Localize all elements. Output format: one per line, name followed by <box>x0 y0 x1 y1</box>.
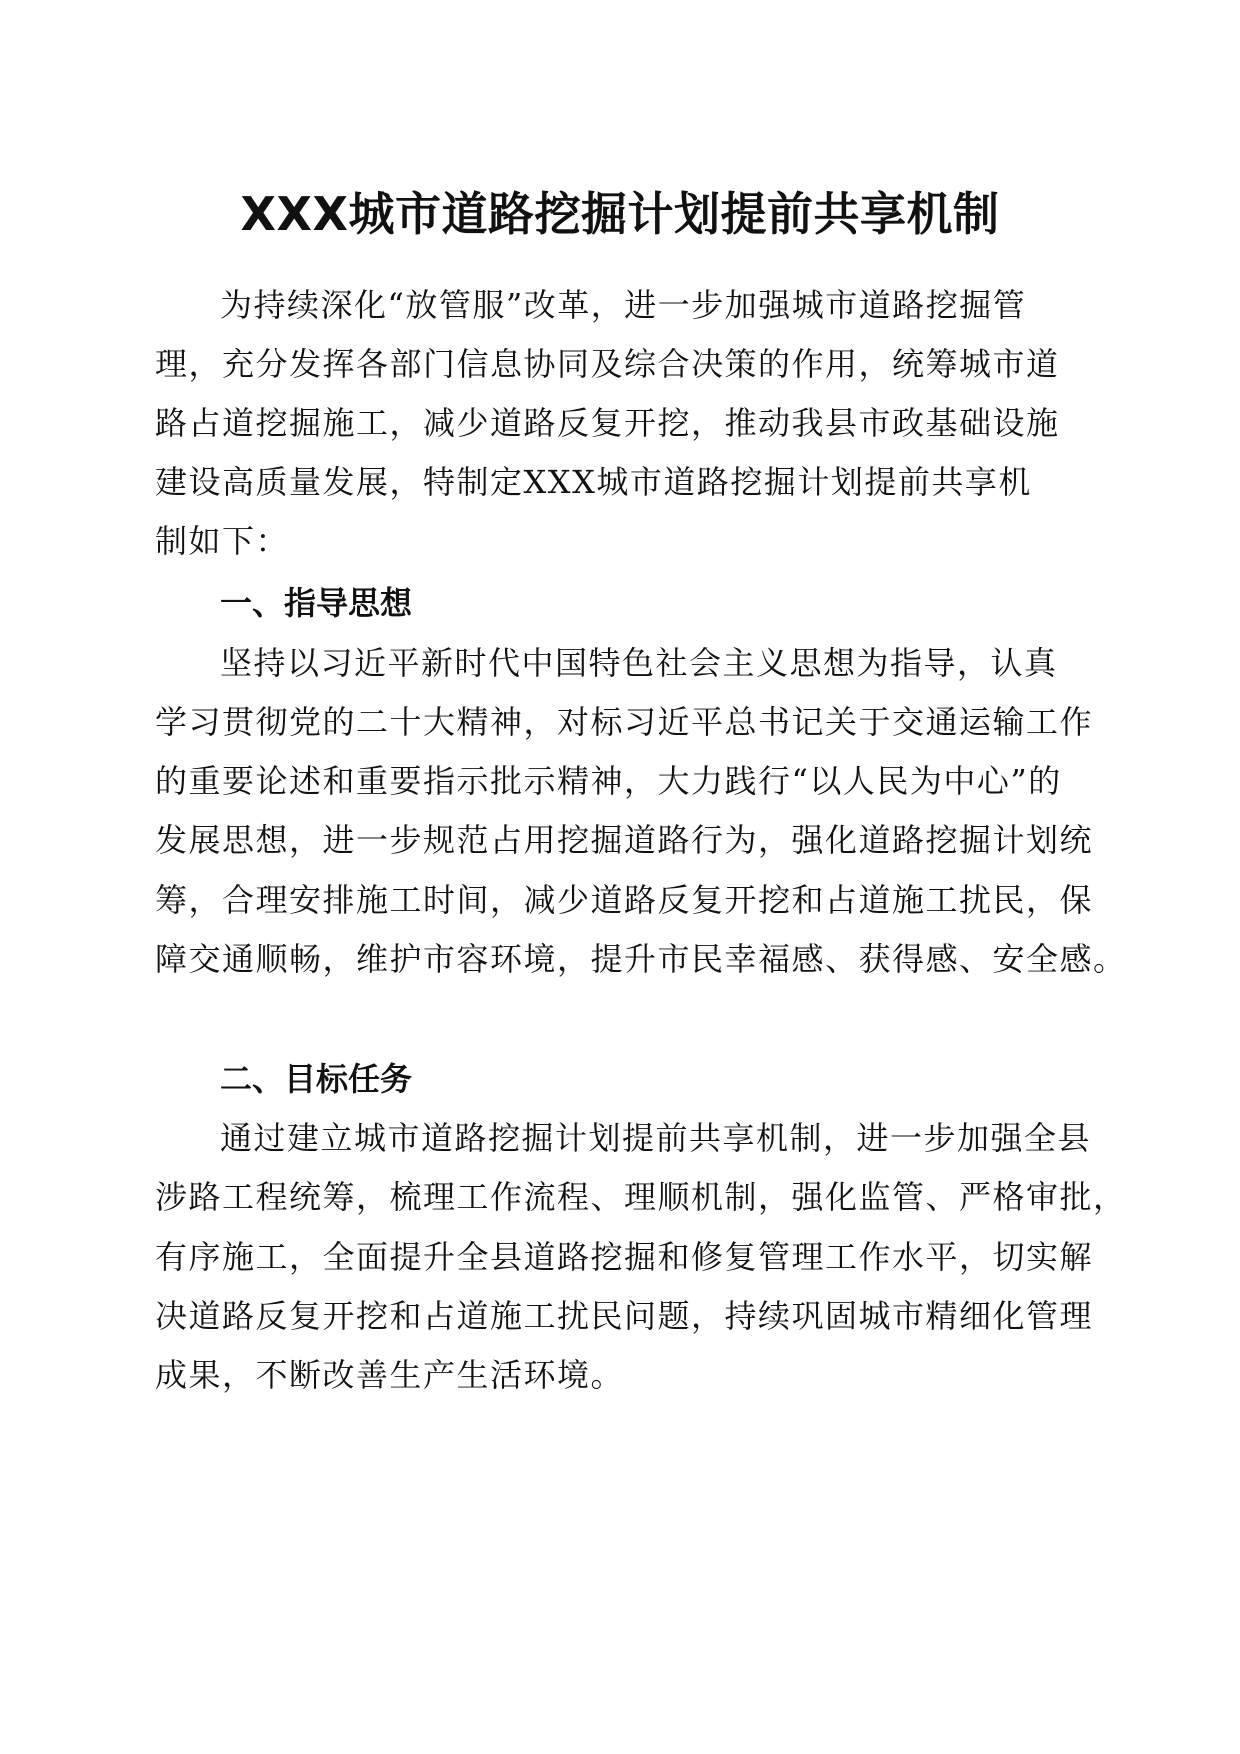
paragraph-line: 通过建立城市道路挖掘计划提前共享机制，进一步加强全县 <box>220 1119 1092 1157</box>
section-heading-goals-tasks: 二、目标任务 <box>220 1060 413 1098</box>
section-heading-guiding-ideology: 一、指导思想 <box>220 584 413 622</box>
paragraph-line: 为持续深化“放管服”改革，进一步加强城市道路挖掘管 <box>220 286 1027 324</box>
paragraph-line: 路占道挖掘施工，减少道路反复开挖，推动我县市政基础设施 <box>155 404 1060 442</box>
paragraph-line: 的重要论述和重要指示批示精神，大力践行“以人民为中心”的 <box>155 762 1062 800</box>
document-title: XXX城市道路挖掘计划提前共享机制 <box>240 187 1000 241</box>
paragraph-line: 理，充分发挥各部门信息协同及综合决策的作用，统筹城市道 <box>155 345 1060 383</box>
paragraph-line: 建设高质量发展，特制定XXX城市道路挖掘计划提前共享机 <box>155 463 1032 501</box>
paragraph-line: 有序施工，全面提升全县道路挖掘和修复管理工作水平，切实解 <box>155 1238 1094 1276</box>
paragraph-line: 发展思想，进一步规范占用挖掘道路行为，强化道路挖掘计划统 <box>155 821 1094 859</box>
paragraph-line: 障交通顺畅，维护市容环境，提升市民幸福感、获得感、安全感。 <box>155 940 1127 978</box>
paragraph-line: 学习贯彻党的二十大精神，对标习近平总书记关于交通运输工作 <box>155 703 1094 741</box>
paragraph-line: 筹，合理安排施工时间，减少道路反复开挖和占道施工扰民，保 <box>155 881 1094 919</box>
paragraph-line: 坚持以习近平新时代中国特色社会主义思想为指导，认真 <box>220 644 1058 682</box>
paragraph-line: 涉路工程统筹，梳理工作流程、理顺机制，强化监管、严格审批， <box>155 1178 1127 1216</box>
paragraph-line: 决道路反复开挖和占道施工扰民问题，持续巩固城市精细化管理 <box>155 1297 1094 1335</box>
paragraph-line: 成果，不断改善生产生活环境。 <box>155 1356 625 1394</box>
paragraph-line: 制如下： <box>155 522 290 560</box>
